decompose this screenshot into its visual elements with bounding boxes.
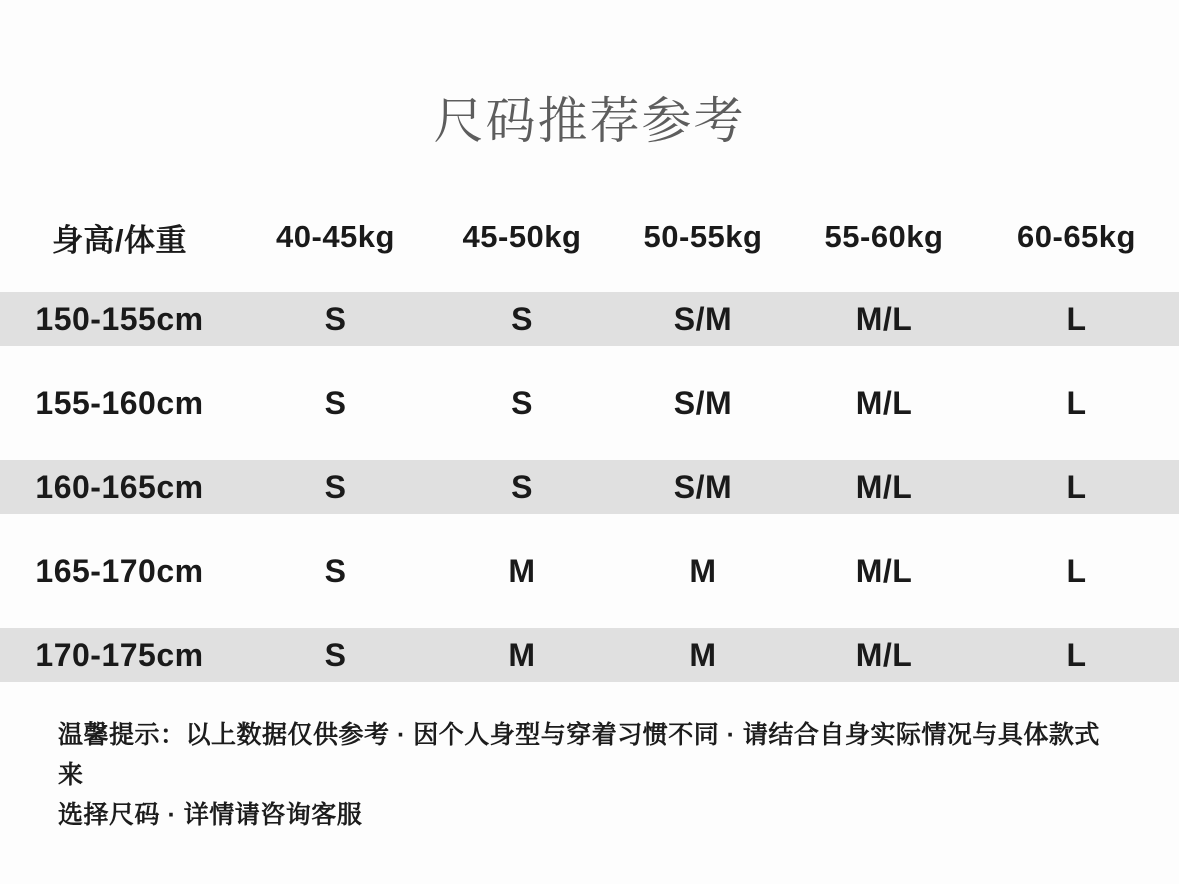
height-cell: 150-155cm: [35, 300, 204, 337]
size-cell: M/L: [855, 384, 913, 421]
size-cell: M: [508, 552, 536, 589]
size-cell: M: [689, 552, 717, 589]
height-cell: 155-160cm: [35, 384, 204, 421]
header-cell-height-weight: 身高/体重: [51, 222, 188, 258]
size-cell: S: [324, 384, 347, 421]
height-cell: 170-175cm: [35, 636, 204, 673]
size-cell: S/M: [673, 384, 733, 421]
size-cell: M/L: [855, 300, 913, 337]
table-row: [0, 544, 1179, 598]
header-cell-weight-2: 45-50kg: [462, 219, 582, 254]
size-cell: M/L: [855, 468, 913, 505]
table-row: [0, 628, 1179, 682]
size-cell: M/L: [855, 636, 913, 673]
size-cell: L: [1066, 384, 1087, 421]
size-cell: S: [324, 552, 347, 589]
size-cell: S/M: [673, 300, 733, 337]
header-cell-weight-3: 50-55kg: [643, 219, 763, 254]
size-cell: L: [1066, 468, 1087, 505]
page-title: 尺码推荐参考: [433, 93, 746, 149]
size-cell: S: [324, 300, 347, 337]
header-cell-weight-1: 40-45kg: [276, 219, 395, 254]
size-cell: M: [508, 636, 536, 673]
size-cell: S/M: [673, 468, 733, 505]
height-cell: 165-170cm: [35, 552, 204, 589]
table-row: [0, 460, 1179, 514]
table-row: [0, 376, 1179, 430]
header-cell-weight-5: 60-65kg: [1017, 219, 1136, 254]
table-row: [0, 292, 1179, 346]
size-cell: S: [324, 636, 347, 673]
table-header-row: [0, 210, 1179, 264]
notice-text: [0, 715, 1179, 835]
size-cell: S: [511, 384, 533, 421]
notice-line-1: 温馨提示：以上数据仅供参考 · 因个人身型与穿着习惯不同 · 请结合自身实际情况与具体款式来: [58, 721, 1100, 789]
size-table: [0, 210, 1179, 682]
header-cell-weight-4: 55-60kg: [824, 219, 944, 254]
size-cell: M: [689, 636, 717, 673]
size-cell: M/L: [855, 552, 913, 589]
size-cell: S: [511, 300, 533, 337]
size-cell: L: [1066, 636, 1087, 673]
table-body: [0, 292, 1179, 682]
size-cell: S: [511, 468, 533, 505]
height-cell: 160-165cm: [35, 468, 204, 505]
notice-line-2: 选择尺码 · 详情请咨询客服: [58, 801, 363, 829]
size-cell: L: [1066, 552, 1087, 589]
size-cell: L: [1066, 300, 1087, 337]
size-cell: S: [324, 468, 347, 505]
